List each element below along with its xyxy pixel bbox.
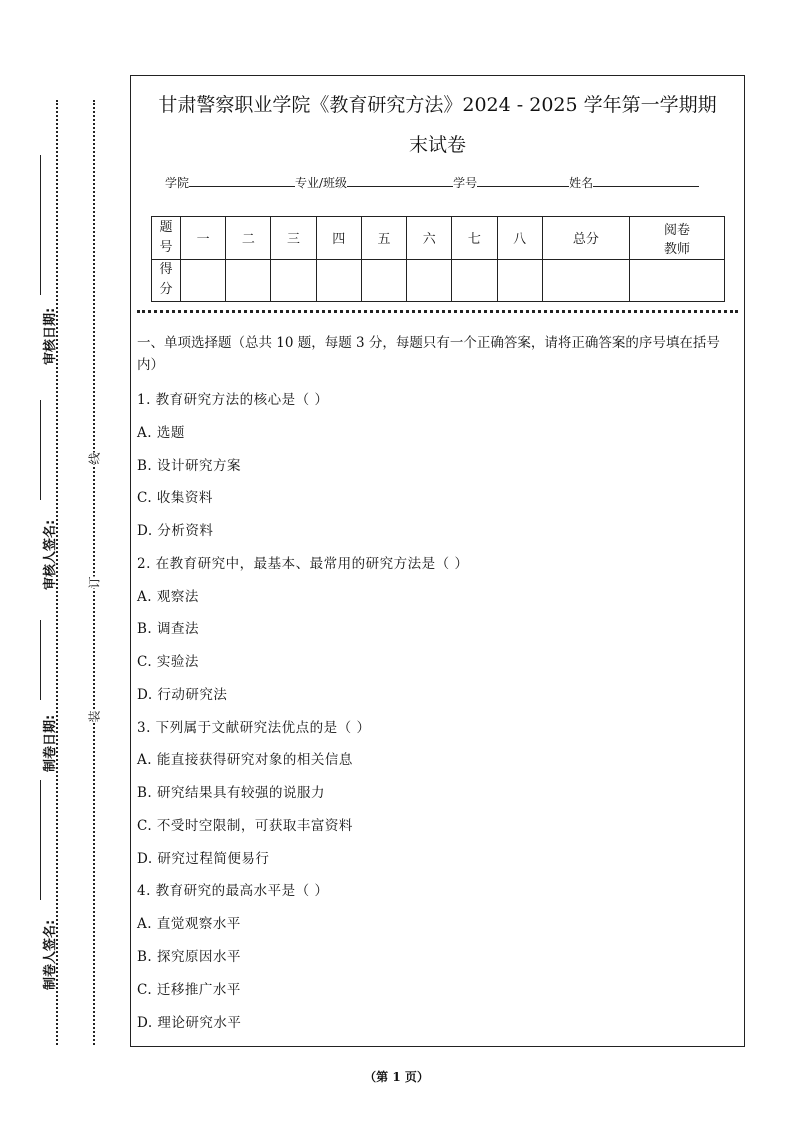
major-label: 专业/班级 — [295, 176, 348, 190]
option: C. 迁移推广水平 — [137, 982, 241, 998]
score-table-header-row — [152, 217, 725, 260]
grader-cell[interactable] — [630, 259, 725, 302]
question-stem: 1. 教育研究方法的核心是（ ） — [137, 392, 329, 408]
option: C. 不受时空限制，可获取丰富资料 — [137, 818, 353, 834]
col-7: 七 — [452, 217, 497, 260]
col-4: 四 — [316, 217, 361, 260]
score-cell[interactable] — [271, 259, 316, 302]
score-cell[interactable] — [407, 259, 452, 302]
score-cell[interactable] — [226, 259, 271, 302]
reviewer-date-label: 审核日期: — [43, 307, 58, 365]
maker-sign-line — [40, 780, 42, 900]
option: B. 调查法 — [137, 621, 200, 637]
binding-dotted-line-inner — [93, 100, 95, 1045]
option: C. 收集资料 — [137, 490, 213, 506]
score-cell[interactable] — [361, 259, 406, 302]
option: B. 设计研究方案 — [137, 458, 242, 474]
option: D. 研究过程简便易行 — [137, 851, 270, 867]
col-6: 六 — [407, 217, 452, 260]
section-divider — [137, 310, 738, 313]
score-cell[interactable] — [316, 259, 361, 302]
reviewer-sign-label: 审核人签名: — [43, 519, 58, 590]
option: D. 行动研究法 — [137, 687, 228, 703]
name-field[interactable] — [593, 174, 699, 187]
score-cell-total[interactable] — [542, 259, 629, 302]
col-5: 五 — [361, 217, 406, 260]
question-stem: 2. 在教育研究中，最基本、最常用的研究方法是（ ） — [137, 556, 469, 572]
exam-title-line2: 末试卷 — [408, 134, 466, 156]
score-table-score-row — [152, 259, 725, 302]
score-cell[interactable] — [452, 259, 497, 302]
binding-char-xian: 线 — [84, 452, 105, 464]
option: C. 实验法 — [137, 654, 199, 670]
exam-title-line1: 甘肃警察职业学院《教育研究方法》2024 - 2025 学年第一学期期 — [158, 94, 717, 116]
binding-char-ding: 订 — [84, 576, 105, 588]
option: B. 探究原因水平 — [137, 949, 242, 965]
section1-heading: 一、单项选择题（总共 10 题，每题 3 分，每题只有一个正确答案，请将正确答案的序号填在括号内） — [137, 335, 720, 373]
exam-frame — [130, 75, 745, 1047]
college-field[interactable] — [189, 174, 295, 187]
major-field[interactable] — [347, 174, 453, 187]
option: A. 能直接获得研究对象的相关信息 — [137, 752, 353, 768]
score-table — [151, 216, 725, 302]
option: D. 分析资料 — [137, 523, 214, 539]
score-cell[interactable] — [181, 259, 226, 302]
page-number: （第 1 页） — [364, 1070, 429, 1084]
score-cell[interactable] — [497, 259, 542, 302]
col-8: 八 — [497, 217, 542, 260]
student-info-row — [165, 174, 699, 191]
option: A. 直觉观察水平 — [137, 916, 241, 932]
maker-sign-label: 制卷人签名: — [43, 919, 58, 990]
binding-char-zhuang: 装 — [84, 710, 105, 722]
name-label: 姓名 — [569, 176, 594, 190]
college-label: 学院 — [165, 176, 190, 190]
reviewer-date-line — [40, 155, 42, 295]
maker-date-label: 制卷日期: — [43, 714, 58, 772]
col-3: 三 — [271, 217, 316, 260]
reviewer-sign-line — [40, 400, 42, 500]
col-2: 二 — [226, 217, 271, 260]
id-label: 学号 — [453, 176, 478, 190]
question-stem: 4. 教育研究的最高水平是（ ） — [137, 883, 329, 899]
grader-label: 阅卷 教师 — [630, 217, 725, 260]
col-1: 一 — [181, 217, 226, 260]
option: D. 理论研究水平 — [137, 1015, 242, 1031]
col-total: 总分 — [542, 217, 629, 260]
question-stem: 3. 下列属于文献研究法优点的是（ ） — [137, 720, 371, 736]
option: B. 研究结果具有较强的说服力 — [137, 785, 326, 801]
question-number-label: 题 号 — [152, 217, 181, 260]
option: A. 选题 — [137, 425, 185, 441]
student-id-field[interactable] — [477, 174, 569, 187]
maker-date-line — [40, 620, 42, 700]
option: A. 观察法 — [137, 589, 199, 605]
score-label: 得 分 — [152, 259, 181, 302]
